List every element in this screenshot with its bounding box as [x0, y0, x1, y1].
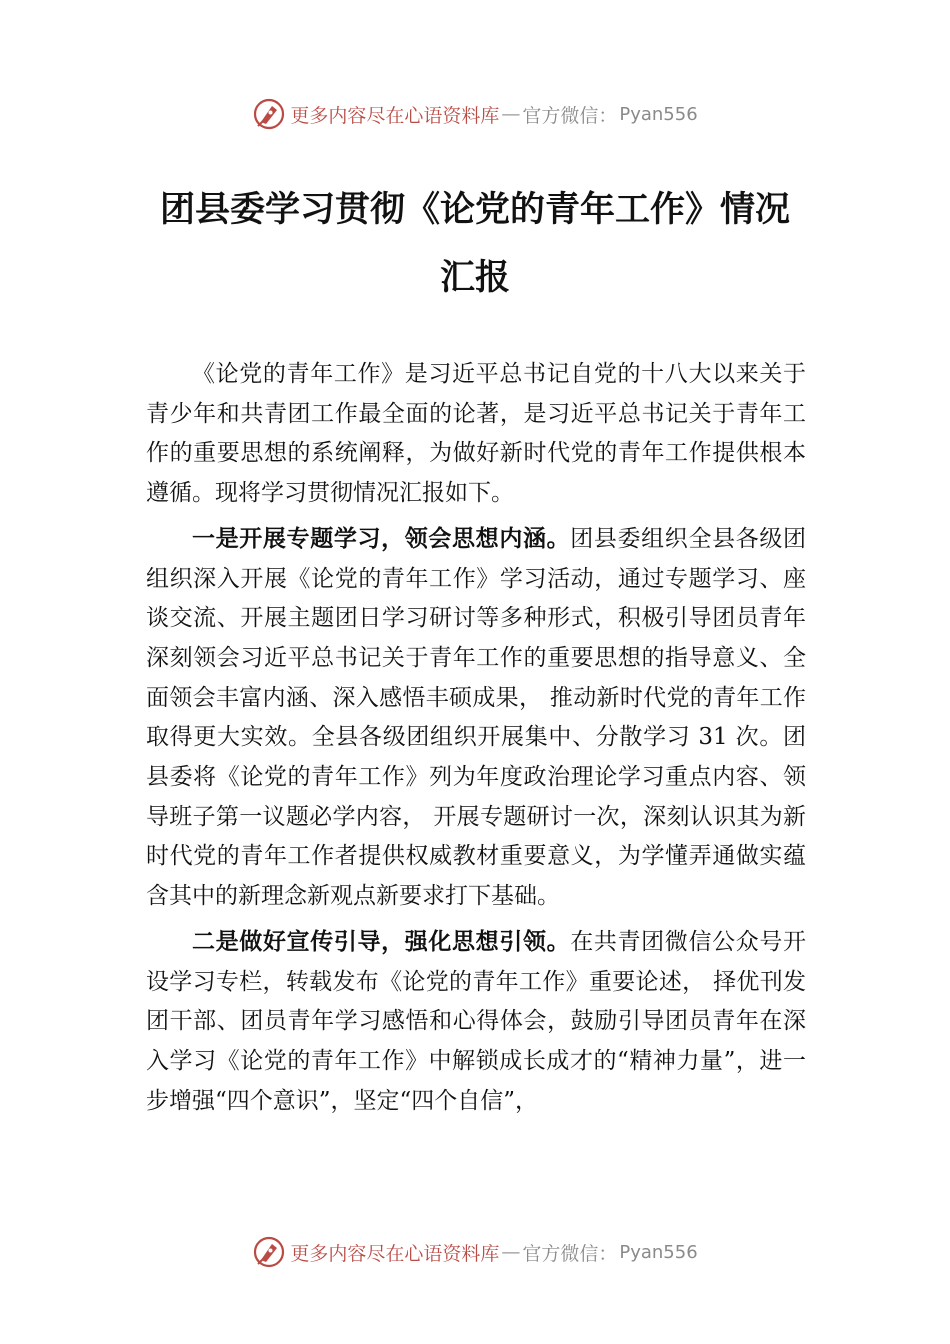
section-1-paragraph: [146, 520, 806, 917]
pen-nib-logo-icon: [252, 97, 286, 131]
section-1-body: 团县委组织全县各级团组织深入开展《论党的青年工作》学习活动，通过专题学习、座谈交流、开展主题团日学习研讨等多种形式，积极引导团员青年深刻领会习近平总书记关于青年工作的重要思想的指导意义、全面领会丰富内涵、深入感悟丰硕成果， 推动新时代党的青年工作取得更大实效。全县各级团组织开展集中、分散学习 31 次。团县委将《论党的青年工作》列为年度政治理论学习重点内容、领导班子第一议题必学内容， 开展专题研讨一次，深刻认识其为新时代党的青年工作者提供权威教材重要意义，为学懂弄通做实蕴含其中的新理念新观点新要求打下基础。: [146, 525, 807, 910]
document-title: [120, 176, 830, 312]
intro-paragraph: 《论党的青年工作》是习近平总书记自党的十八大以来关于青少年和共青团工作最全面的论著，是习近平总书记关于青年工作的重要思想的系统阐释，为做好新时代党的青年工作提供根本遵循。现将学习贯彻情况汇报如下。: [146, 361, 806, 507]
watermark-wechat-label: 官方微信：: [522, 1242, 618, 1265]
document-body: [146, 355, 806, 1127]
watermark-text: 更多内容尽在心语资料库: [290, 1242, 500, 1265]
section-2-paragraph: [146, 923, 806, 1122]
watermark-wechat-id: Pyan556: [619, 103, 698, 125]
pen-nib-logo-icon: [252, 1235, 286, 1269]
section-2-body: 在共青团微信公众号开设学习专栏，转载发布《论党的青年工作》重要论述， 择优刊发团干部、团员青年学习感悟和心得体会，鼓励引导团员青年在深入学习《论党的青年工作》中解锁成长成才的“精神力量”，进一步增强“四个意识”，坚定“四个自信”，: [146, 928, 807, 1114]
section-1-lead: 一是开展专题学习，领会思想内涵。: [192, 525, 571, 552]
watermark-footer: [0, 1232, 950, 1272]
watermark-dash: —: [501, 103, 521, 125]
watermark-dash: —: [501, 1241, 521, 1263]
watermark-text: 更多内容尽在心语资料库: [290, 104, 500, 127]
title-line-1: 团县委学习贯彻《论党的青年工作》情况: [159, 190, 790, 230]
watermark-wechat-id: Pyan556: [619, 1241, 698, 1263]
watermark-header: [0, 94, 950, 134]
title-line-2: 汇报: [439, 258, 510, 298]
watermark-wechat-label: 官方微信：: [522, 104, 618, 127]
section-2-lead: 二是做好宣传引导，强化思想引领。: [192, 928, 571, 955]
